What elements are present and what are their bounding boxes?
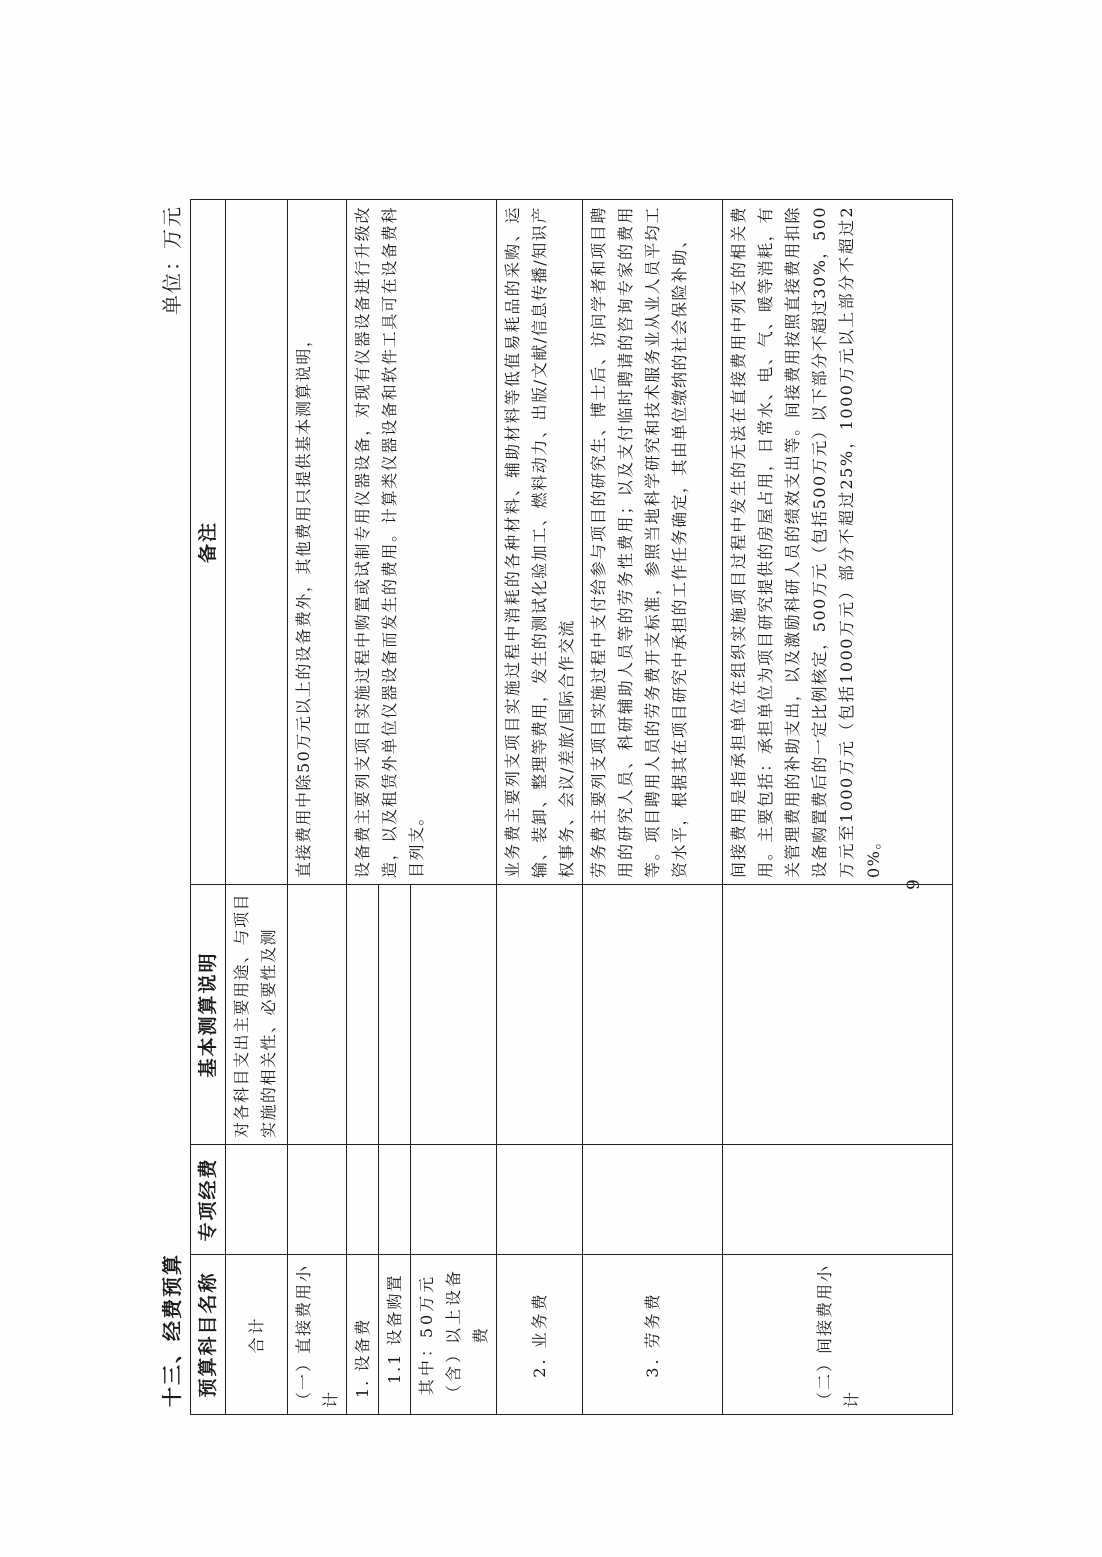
row-funds	[583, 1145, 723, 1255]
page-number: 9	[904, 879, 924, 890]
row-basis	[497, 885, 583, 1145]
row-basis	[723, 885, 953, 1145]
row-funds	[226, 1145, 288, 1255]
table-row	[288, 200, 347, 1415]
row-basis	[379, 885, 411, 1145]
header-basis: 基本测算说明	[191, 885, 226, 1145]
table-row	[497, 200, 583, 1415]
table-row	[583, 200, 723, 1415]
row-name-equipment-purchase: 1.1 设备购置	[379, 1255, 411, 1415]
table-row	[723, 200, 953, 1415]
row-basis	[288, 885, 347, 1145]
row-name-equipment: 1. 设备费	[347, 1255, 379, 1415]
row-funds	[411, 1145, 497, 1255]
row-name-indirect-subtotal: （二）间接费用小计	[723, 1255, 953, 1415]
row-remarks: 设备费主要列支项目实施过程中购置或试制专用仪器设备，对现有仪器设备进行升级改造，以及租赁外单位仪器设备而发生的费用。计算类仪器设备和软件工具可在设备费科目列支。	[347, 200, 497, 885]
row-funds	[379, 1145, 411, 1255]
row-remarks: 间接费用是指承担单位在组织实施项目过程中发生的无法在直接费用中列支的相关费用。主要包括：承担单位为项目研究提供的房屋占用，日常水、电、气、暖等消耗，有关管理费用的补助支出，以及激励科研人员的绩效支出等。间接费用按照直接费用扣除设备购置费后的一定比例核定，500万元（包括500万元）以下部分不超过30%，500万元至1000万元（包括1000万元）部分不超过25%，1000万元以上部分不超过20%。	[723, 200, 953, 885]
row-name-business: 2. 业务费	[497, 1255, 583, 1415]
header-name: 预算科目名称	[191, 1255, 226, 1415]
row-funds	[347, 1145, 379, 1255]
row-funds	[497, 1145, 583, 1255]
header-special-funds: 专项经费	[191, 1145, 226, 1255]
table-row	[226, 200, 288, 1415]
row-remarks: 直接费用中除50万元以上的设备费外，其他费用只提供基本测算说明，	[288, 200, 347, 885]
row-remarks	[226, 200, 288, 885]
row-name-total: 合计	[226, 1255, 288, 1415]
table-header-row	[191, 200, 226, 1415]
row-basis: 对各科目支出主要用途、与项目实施的相关性、必要性及测	[226, 885, 288, 1145]
row-funds	[288, 1145, 347, 1255]
row-basis	[411, 885, 497, 1145]
budget-table	[190, 199, 953, 1415]
row-name-direct-subtotal: （一）直接费用小计	[288, 1255, 347, 1415]
row-name-equipment-over-50: 其中：50万元（含）以上设备费	[411, 1255, 497, 1415]
row-name-labor: 3. 劳务费	[583, 1255, 723, 1415]
rotated-content	[150, 115, 940, 1415]
row-funds	[723, 1145, 953, 1255]
row-remarks: 业务费主要列支项目实施过程中消耗的各种材料、辅助材料等低值易耗品的采购、运输、装卸、整理等费用，发生的测试化验加工、燃料动力、出版/文献/信息传播/知识产权事务、会议/差旅/国际合作交流	[497, 200, 583, 885]
row-basis	[347, 885, 379, 1145]
section-title: 十三、经费预算	[160, 1253, 184, 1407]
row-remarks: 劳务费主要列支项目实施过程中支付给参与项目的研究生、博士后、访问学者和项目聘用的研究人员、科研辅助人员等的劳务性费用；以及支付临时聘请的咨询专家的费用等。项目聘用人员的劳务费开支标准，参照当地科学研究和技术服务业从业人员平均工资水平，根据其在项目研究中承担的工作任务确定，其由单位缴纳的社会保险补助、	[583, 200, 723, 885]
table-row	[347, 200, 379, 1415]
unit-label: 单位：万元	[160, 205, 184, 315]
row-basis	[583, 885, 723, 1145]
header-remarks: 备注	[191, 200, 226, 885]
